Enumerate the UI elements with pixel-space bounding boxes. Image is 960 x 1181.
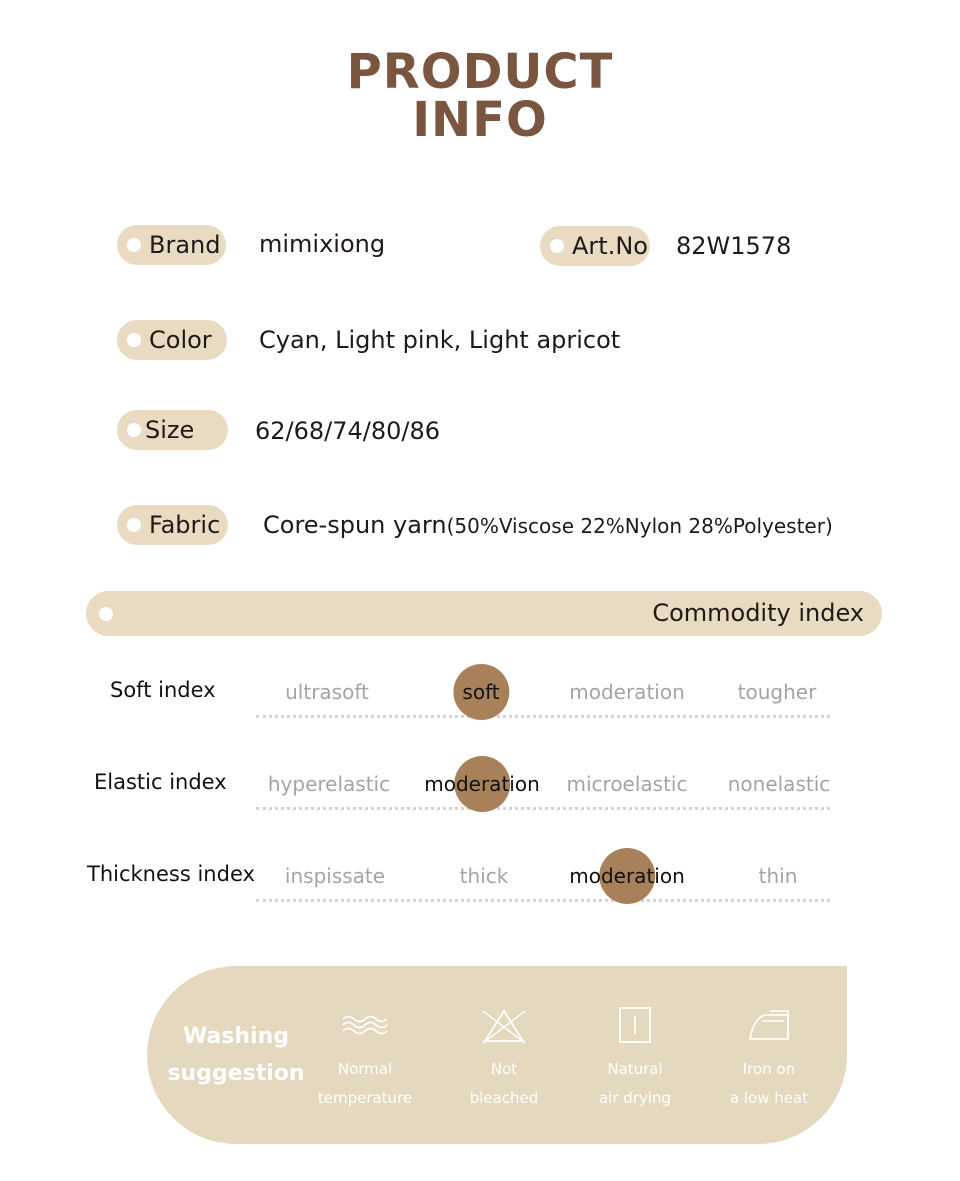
- bullet-dot-icon: [550, 239, 564, 253]
- wave-water-icon: [340, 1005, 390, 1045]
- brand-label: Brand: [149, 231, 221, 259]
- thickness-option-moderation-selected: moderation: [569, 848, 685, 904]
- thickness-index-label: Thickness index: [87, 862, 255, 886]
- color-label: Color: [149, 326, 212, 354]
- size-label: Size: [145, 416, 195, 444]
- title-line-1: PRODUCT: [346, 44, 614, 100]
- commodity-index-header: [86, 591, 882, 636]
- art-no-label: Art.No: [572, 232, 648, 260]
- art-no-value: 82W1578: [676, 232, 792, 260]
- soft-option-soft-selected: soft: [462, 664, 499, 720]
- bullet-dot-icon: [127, 423, 141, 437]
- elastic-option-microelastic: microelastic: [566, 772, 688, 796]
- soft-index-scale: [256, 664, 830, 724]
- hang-dry-icon: [610, 1005, 660, 1045]
- brand-label-pill: [117, 225, 226, 265]
- fabric-main: Core-spun yarn: [263, 511, 447, 539]
- triangle-not-bleach-icon: [479, 1005, 529, 1045]
- thickness-option-inspissate: inspissate: [284, 864, 386, 888]
- iron-icon: [744, 1005, 794, 1045]
- size-value: 62/68/74/80/86: [255, 417, 441, 445]
- wash-item-iron-low-heat: Iron on a low heat: [704, 1005, 834, 1113]
- thickness-option-thin: thin: [758, 864, 798, 888]
- page-title: [0, 44, 960, 148]
- bullet-dot-icon: [99, 607, 113, 621]
- color-value: Cyan, Light pink, Light apricot: [259, 326, 621, 354]
- bullet-dot-icon: [127, 238, 141, 252]
- washing-suggestion-title: Washing suggestion: [167, 1024, 305, 1086]
- color-label-pill: [117, 320, 227, 360]
- bullet-dot-icon: [127, 518, 141, 532]
- soft-option-tougher: tougher: [737, 680, 817, 704]
- thickness-index-scale: [256, 848, 830, 908]
- commodity-index-title: Commodity index: [652, 599, 864, 627]
- wash-item-natural-air-drying: Natural air drying: [570, 1005, 700, 1113]
- art-no-label-pill: [540, 226, 650, 266]
- elastic-index-scale: [256, 756, 830, 816]
- wash-item-not-bleached: Not bleached: [439, 1005, 569, 1113]
- elastic-option-moderation-selected: moderation: [424, 756, 540, 812]
- soft-option-moderation: moderation: [569, 680, 685, 704]
- brand-value: mimixiong: [259, 230, 386, 258]
- elastic-index-label: Elastic index: [94, 770, 227, 794]
- elastic-option-hyperelastic: hyperelastic: [267, 772, 391, 796]
- title-line-2: INFO: [412, 92, 548, 148]
- wash-item-normal-temperature: Normal temperature: [300, 1005, 430, 1113]
- fabric-label-pill: [117, 505, 228, 545]
- thickness-option-thick: thick: [459, 864, 509, 888]
- soft-option-ultrasoft: ultrasoft: [285, 680, 369, 704]
- size-label-pill: [117, 410, 228, 450]
- fabric-label: Fabric: [149, 511, 221, 539]
- bullet-dot-icon: [127, 333, 141, 347]
- fabric-value: [263, 511, 833, 540]
- elastic-option-nonelastic: nonelastic: [727, 772, 831, 796]
- soft-index-label: Soft index: [110, 678, 216, 702]
- fabric-composition: (50%Viscose 22%Nylon 28%Polyester): [446, 514, 833, 538]
